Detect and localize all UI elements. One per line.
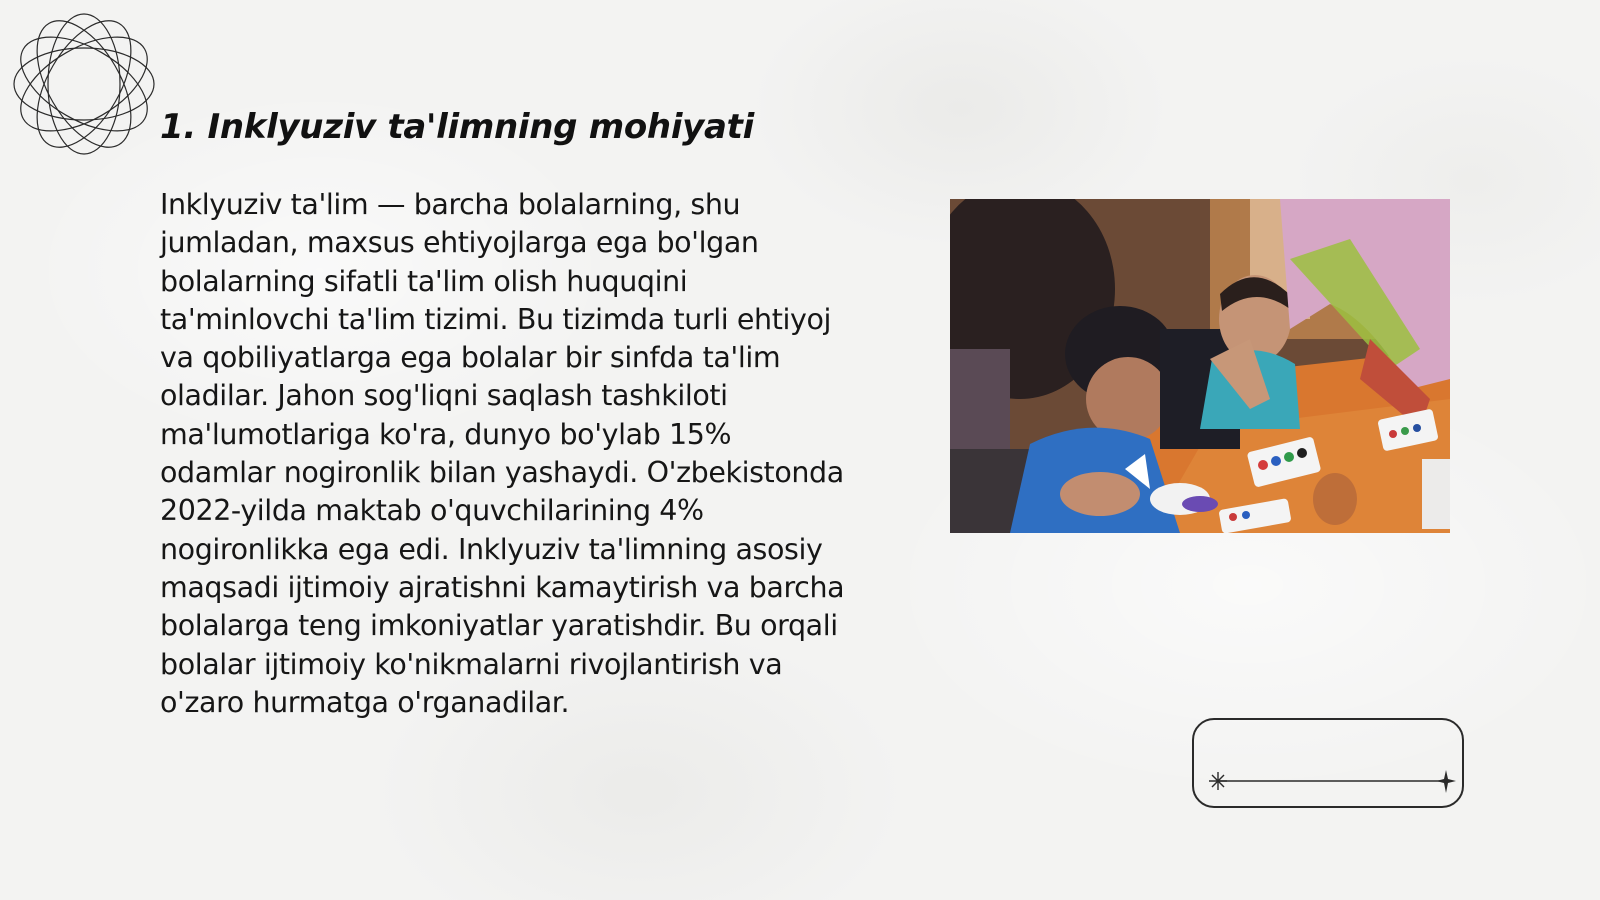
children-painting-photo: [950, 199, 1450, 533]
body-paragraph: Inklyuziv ta'lim — barcha bolalarning, shu jumladan, maxsus ehtiyojlarga ega bo'lgan bolalarning sifatli ta'lim olish huquqini ta'minlovchi ta'lim tizimi. Bu tizimda turli ehtiyoj va qobiliyatlarga ega bolalar bir sinfda ta'lim oladilar. Jahon sog'liqni saqlash tashkiloti ma'lumotlariga ko'ra, dunyo bo'ylab 15% odamlar nogironlik bilan yashaydi. O'zbekistonda 2022-yilda maktab o'quvchilarining 4% nogironlikka ega edi. Inklyuziv ta'limning asosiy maqsadi ijtimoiy ajratishni kamaytirish va barcha bolalarga teng imkoniyatlar yaratishdir. Bu orqali bolalar ijtimoiy ko'nikmalarni rivojlantirish va o'zaro hurmatga o'rganadilar.: [160, 188, 845, 719]
decorative-frame: [1192, 718, 1464, 808]
orbit-rings-icon: [10, 10, 158, 158]
page-title: 1. Inklyuziv ta'limning mohiyati: [160, 107, 754, 147]
star-line-icon: [1204, 766, 1456, 796]
